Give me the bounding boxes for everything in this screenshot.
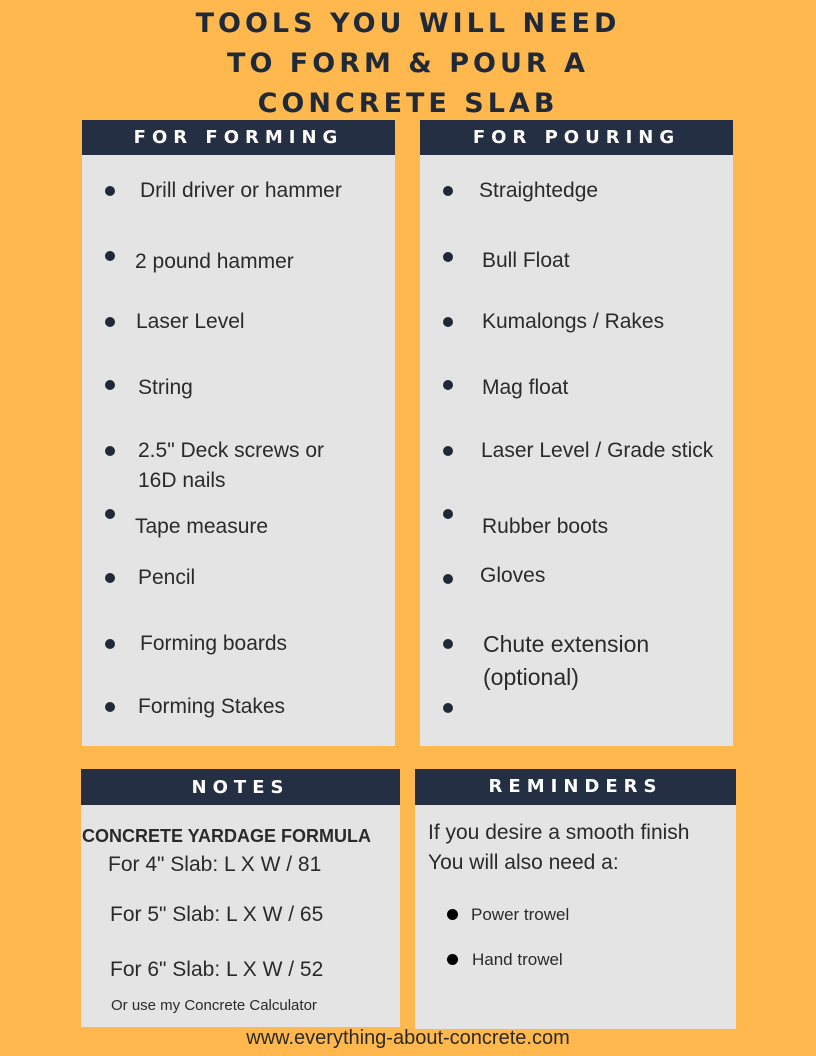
pouring-item: Kumalongs / Rakes — [482, 310, 665, 333]
forming-item: 2.5" Deck screws or — [138, 439, 325, 462]
pouring-panel — [420, 120, 733, 746]
forming-header: FOR FORMING — [82, 120, 395, 155]
website-url: www.everything-about-concrete.com — [246, 1027, 570, 1049]
formula-line: For 4" Slab: L X W / 81 — [108, 853, 322, 876]
bullet-icon — [443, 317, 453, 327]
bullet-icon — [443, 574, 453, 584]
bullet-icon — [443, 446, 453, 456]
reminder-item: Hand trowel — [472, 950, 563, 969]
bullet-icon — [105, 702, 115, 712]
pouring-item: Straightedge — [479, 179, 599, 202]
forming-item: 2 pound hammer — [135, 250, 294, 273]
page-title — [0, 4, 816, 124]
forming-item: Tape measure — [135, 515, 269, 538]
notes-header: NOTES — [81, 769, 400, 805]
reminder-text: You will also need a: — [428, 851, 619, 874]
bullet-icon — [105, 509, 115, 519]
forming-item: Forming Stakes — [138, 695, 286, 718]
pouring-item: (optional) — [483, 664, 579, 690]
bullet-icon — [105, 446, 115, 456]
notes-panel — [81, 769, 400, 1027]
pouring-item: Rubber boots — [482, 515, 609, 538]
forming-item: Laser Level — [136, 310, 245, 333]
bullet-icon — [105, 251, 115, 261]
pouring-item: Gloves — [480, 564, 546, 587]
bullet-icon — [443, 186, 453, 196]
bullet-icon — [447, 954, 458, 965]
bullet-icon — [443, 380, 453, 390]
calculator-note: Or use my Concrete Calculator — [111, 997, 317, 1014]
pouring-item: Bull Float — [482, 249, 570, 272]
forming-item: String — [138, 376, 193, 399]
forming-item: Forming boards — [140, 632, 288, 655]
formula-line: For 5" Slab: L X W / 65 — [110, 903, 324, 926]
forming-item: Drill driver or hammer — [140, 179, 342, 202]
bullet-icon — [443, 639, 453, 649]
bullet-icon — [443, 252, 453, 262]
reminder-item: Power trowel — [471, 905, 570, 924]
formula-line: For 6" Slab: L X W / 52 — [110, 958, 324, 981]
bullet-icon — [105, 186, 115, 196]
title-line-1: TOOLS YOU WILL NEED — [195, 8, 621, 39]
title-line-2: TO FORM & POUR A — [227, 48, 589, 79]
bullet-icon — [105, 573, 115, 583]
bullet-icon — [447, 909, 458, 920]
reminder-text: If you desire a smooth finish — [428, 821, 690, 844]
pouring-item: Laser Level / Grade stick — [481, 439, 714, 462]
forming-item: 16D nails — [138, 469, 226, 492]
forming-panel — [82, 120, 395, 746]
bullet-icon — [105, 380, 115, 390]
bullet-icon — [443, 703, 453, 713]
pouring-item: Chute extension — [483, 631, 650, 657]
bullet-icon — [105, 317, 115, 327]
yardage-formula-heading: CONCRETE YARDAGE FORMULA — [82, 826, 372, 846]
reminders-panel — [415, 769, 736, 1029]
bullet-icon — [443, 509, 453, 519]
forming-item: Pencil — [138, 566, 196, 589]
bullet-icon — [105, 639, 115, 649]
title-line-3: CONCRETE SLAB — [257, 88, 559, 119]
pouring-header: FOR POURING — [420, 120, 733, 155]
pouring-item: Mag float — [482, 376, 569, 399]
reminders-header: REMINDERS — [415, 769, 736, 805]
